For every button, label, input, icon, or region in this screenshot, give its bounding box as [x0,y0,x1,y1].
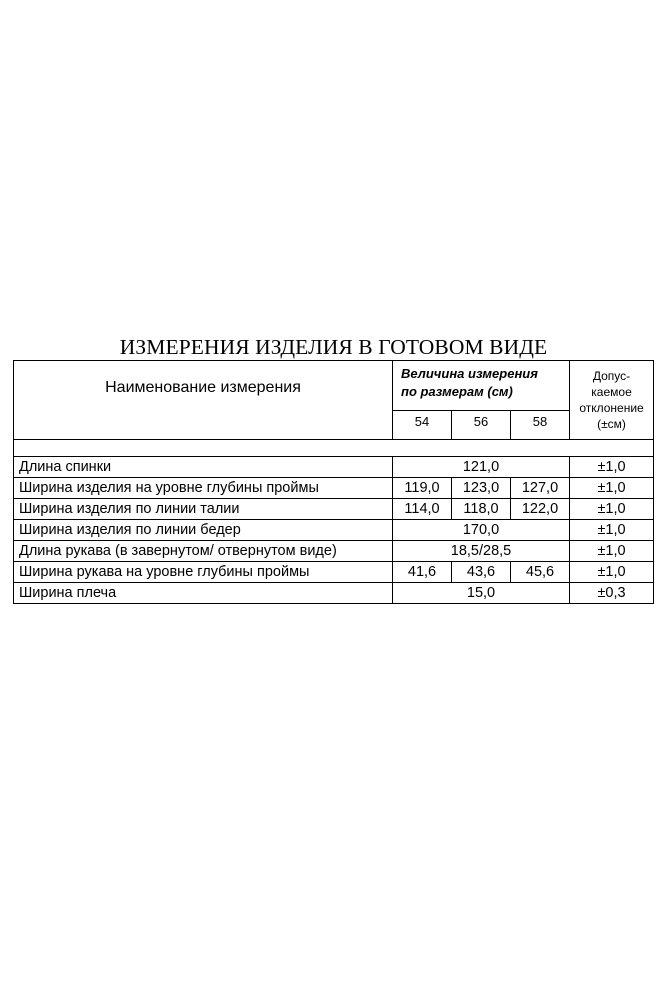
measurement-name: Ширина изделия на уровне глубины проймы [14,478,393,499]
measurement-tolerance: ±1,0 [570,562,654,583]
table-row [14,541,654,562]
measurement-value-58: 127,0 [511,478,570,499]
tolerance-line-4: (±см) [597,417,626,431]
measurement-value-58: 122,0 [511,499,570,520]
measurement-tolerance: ±1,0 [570,478,654,499]
table-row [14,499,654,520]
table-row [14,457,654,478]
table-row [14,562,654,583]
measurement-value-58: 45,6 [511,562,570,583]
table-row [14,520,654,541]
measurement-value-54: 119,0 [393,478,452,499]
document-title: ИЗМЕРЕНИЯ ИЗДЕЛИЯ В ГОТОВОМ ВИДЕ [119,335,548,359]
measurement-name: Ширина изделия по линии талии [14,499,393,520]
size-group-line-1: Величина измерения [401,366,538,381]
measurement-value: 18,5/28,5 [393,541,570,562]
measurement-name: Длина рукава (в завернутом/ отвернутом виде) [14,541,393,562]
measurement-name: Ширина изделия по линии бедер [14,520,393,541]
column-header-name: Наименование измерения [14,361,393,440]
measurement-name: Ширина плеча [14,583,393,604]
measurement-tolerance: ±0,3 [570,583,654,604]
measurement-value: 121,0 [393,457,570,478]
table-row [14,478,654,499]
measurements-table [13,360,654,604]
table-row [14,583,654,604]
measurement-value: 170,0 [393,520,570,541]
size-header-54: 54 [393,411,452,440]
measurement-name: Длина спинки [14,457,393,478]
column-header-tolerance [570,361,654,440]
measurement-value: 15,0 [393,583,570,604]
measurement-name: Ширина рукава на уровне глубины проймы [14,562,393,583]
column-header-size-group [393,361,570,411]
measurement-tolerance: ±1,0 [570,499,654,520]
tolerance-line-1: Допус- [592,369,631,383]
empty-row [14,440,654,457]
measurement-value-56: 43,6 [452,562,511,583]
measurement-tolerance: ±1,0 [570,457,654,478]
header-row-top [14,361,654,411]
empty-cell [14,440,654,457]
measurement-value-56: 123,0 [452,478,511,499]
size-header-56: 56 [452,411,511,440]
size-group-line-2: по размерам (см) [401,384,513,399]
measurement-value-56: 118,0 [452,499,511,520]
tolerance-line-3: отклонение [579,401,644,415]
size-header-58: 58 [511,411,570,440]
measurement-tolerance: ±1,0 [570,541,654,562]
tolerance-line-2: каемое [591,385,632,399]
measurement-value-54: 41,6 [393,562,452,583]
measurement-tolerance: ±1,0 [570,520,654,541]
measurement-value-54: 114,0 [393,499,452,520]
